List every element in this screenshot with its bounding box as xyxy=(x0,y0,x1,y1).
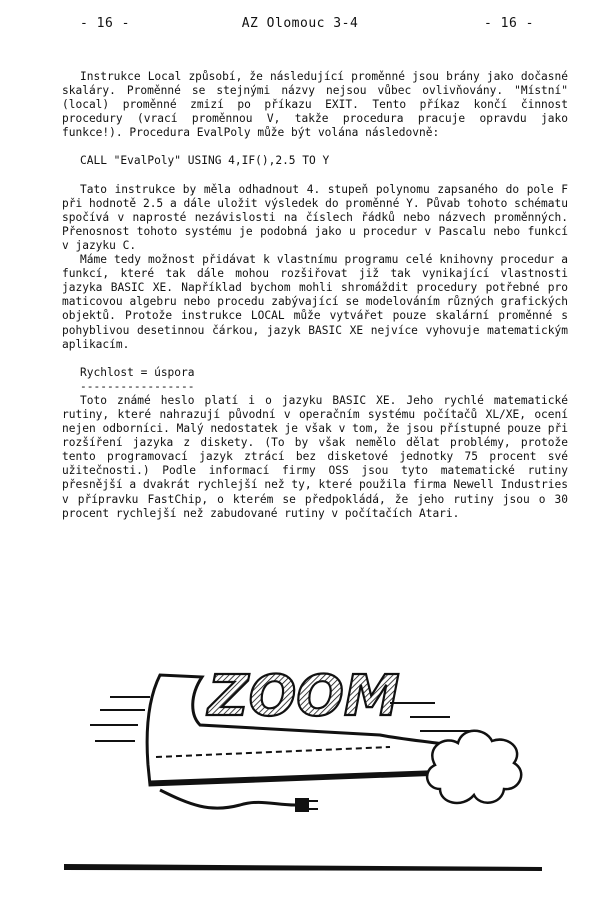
zoom-illustration xyxy=(90,655,530,855)
page-number-left: - 16 - xyxy=(80,16,130,31)
paragraph-speed: Toto známé heslo platí i o jazyku BASIC XE. Jeho rychlé matematické rutiny, které nahrazují původní v operačním systému počítačů XL/XE, ocení nejen odborníci. Malý nedostatek je však v tom, že jsou přístupné pouze při rozšíření jazyka z diskety. (To by však nemělo dělat problémy, protože tento programovací jazyk ztrácí bez disketové jednotky 75 procent své užitečnosti.) Podle informací firmy OSS jsou tyto matematické rutiny přesnější a dvakrát rychlejší než ty, které použila firma Newell Industries v přípravku FastChip, o kterém se předpokládá, že jeho rutiny jsou o 30 procent rychlejší než zabudované rutiny v počítačích Atari. xyxy=(62,393,568,520)
plug-icon xyxy=(295,798,309,812)
code-example: CALL "EvalPoly" USING 4,IF(),2.5 TO Y xyxy=(80,154,330,168)
paragraph-polynomial: Tato instrukce by měla odhadnout 4. stupeň polynomu zapsaného do pole F při hodnotě 2.5 a dále uložit výsledek do proměnné Y. Půvab tohoto schématu spočívá v naprosté nezávislosti na číslech řádků nebo názvech proměnných. Přenosnost tohoto systému je podobná jako u procedur v Pascalu nebo funkcí v jazyku C. xyxy=(62,182,568,252)
article-body xyxy=(62,70,568,521)
paragraph-libraries: Máme tedy možnost přidávat k vlastnímu programu celé knihovny procedur a funkcí, které tak dále mohou rozšiřovat již tak vynikající vlastnosti jazyka BASIC XE. Například bychom mohli shromáždit procedury potřebné pro maticovou algebru nebo procedu zabývající se modelováním různých grafických objektů. Protože instrukce LOCAL může vytvářet pouze skalární proměnné s pohyblivou desetinnou čárkou, jazyk BASIC XE nejvíce vyhovuje matematickým aplikacím. xyxy=(62,253,568,351)
heading-underline: ----------------- xyxy=(80,379,195,393)
dust-cloud xyxy=(427,731,521,803)
power-cable xyxy=(160,790,295,808)
paragraph-local-instruction: Instrukce Local způsobí, že následující proměnné jsou brány jako dočasné skaláry. Proměnné se stejnými názvy nejsou vůbec ovlivňovány. "Místní" (local) proměnné zmizí po příkazu EXIT. Tento příkaz končí činnost procedury (vrací proměnnou V, takže procedura pracuje opravdu jako funkce!). Procedura EvalPoly může být volána následovně: xyxy=(62,70,568,140)
zoom-logo: ZOOM xyxy=(208,664,400,729)
bottom-decorative-rule xyxy=(64,860,544,874)
page-number-right: - 16 - xyxy=(484,16,534,31)
section-heading: Rychlost = úspora xyxy=(80,365,195,379)
running-title: AZ Olomouc 3-4 xyxy=(241,16,359,31)
